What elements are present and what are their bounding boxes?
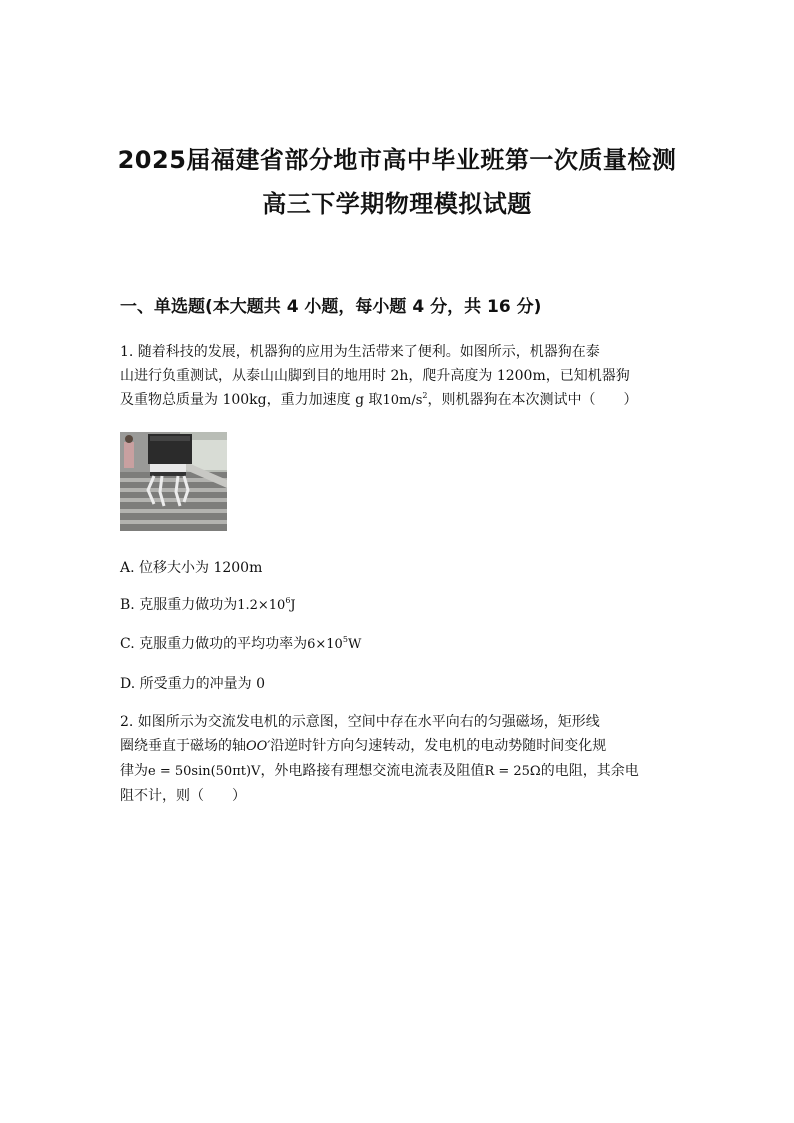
q1-option-b-text: B. 克服重力做功为 [120, 597, 238, 613]
q1-line-3-tail: ，则机器狗在本次测试中（ ） [427, 392, 638, 408]
q2-line-2-tail: 沿逆时针方向匀速转动，发电机的电动势随时间变化规 [270, 738, 607, 754]
q2-line-3-text: 律为 [120, 763, 148, 779]
q1-acceleration-value: 10m/s [382, 393, 423, 408]
q1-option-b-unit: J [290, 598, 296, 613]
exam-title-line1: 2025届福建省部分地市高中毕业班第一次质量检测 [117, 146, 677, 174]
q1-line-3-text: 及重物总质量为 100kg，重力加速度 g 取 [120, 392, 383, 408]
q1-option-c-text: C. 克服重力做功的平均功率为 [120, 636, 308, 652]
q1-line-2: 山进行负重测试，从泰山山脚到目的地用时 2h，爬升高度为 1200m，已知机器狗 [120, 368, 630, 384]
q2-line-2-text: 圈绕垂直于磁场的轴 [120, 738, 246, 754]
q1-line-1: 1. 随着科技的发展，机器狗的应用为生活带来了便利。如图所示，机器狗在泰 [120, 344, 600, 360]
question-1-stem [120, 340, 676, 413]
exam-title-line2: 高三下学期物理模拟试题 [262, 190, 532, 218]
q2-line-3-middle: ，外电路接有理想交流电流表及阻值 [260, 763, 485, 779]
q1-option-c-exponent: 5 [342, 635, 348, 644]
q1-option-d: D. 所受重力的冲量为 0 [120, 676, 265, 692]
q1-option-c [120, 633, 361, 656]
q1-option-c-value: 6×10 [307, 637, 343, 652]
robot-dog-photo [120, 432, 227, 531]
q1-option-c-unit: W [347, 637, 362, 652]
q2-resistance-value: R = 25Ω [484, 764, 541, 779]
q1-line-3 [120, 388, 676, 413]
q1-option-b-exponent: 6 [285, 596, 291, 605]
question-2-stem [120, 710, 676, 808]
q2-axis-label: OO′ [246, 739, 271, 754]
q2-line-1: 2. 如图所示为交流发电机的示意图，空间中存在水平向右的匀强磁场，矩形线 [120, 714, 600, 730]
q1-option-b-value: 1.2×10 [237, 598, 286, 613]
q2-line-3-tail: 的电阻，其余电 [540, 763, 639, 779]
q2-line-2 [120, 734, 676, 759]
q2-emf-equation: e = 50sin(50πt)V [148, 764, 261, 779]
q1-option-b [120, 594, 296, 617]
q2-line-4: 阻不计，则（ ） [120, 788, 246, 804]
q1-option-a: A. 位移大小为 1200m [120, 560, 263, 576]
section-heading: 一、单选题(本大题共 4 小题，每小题 4 分，共 16 分) [120, 297, 542, 317]
q1-acceleration-exponent: 2 [422, 391, 428, 400]
q2-line-3 [120, 759, 676, 784]
